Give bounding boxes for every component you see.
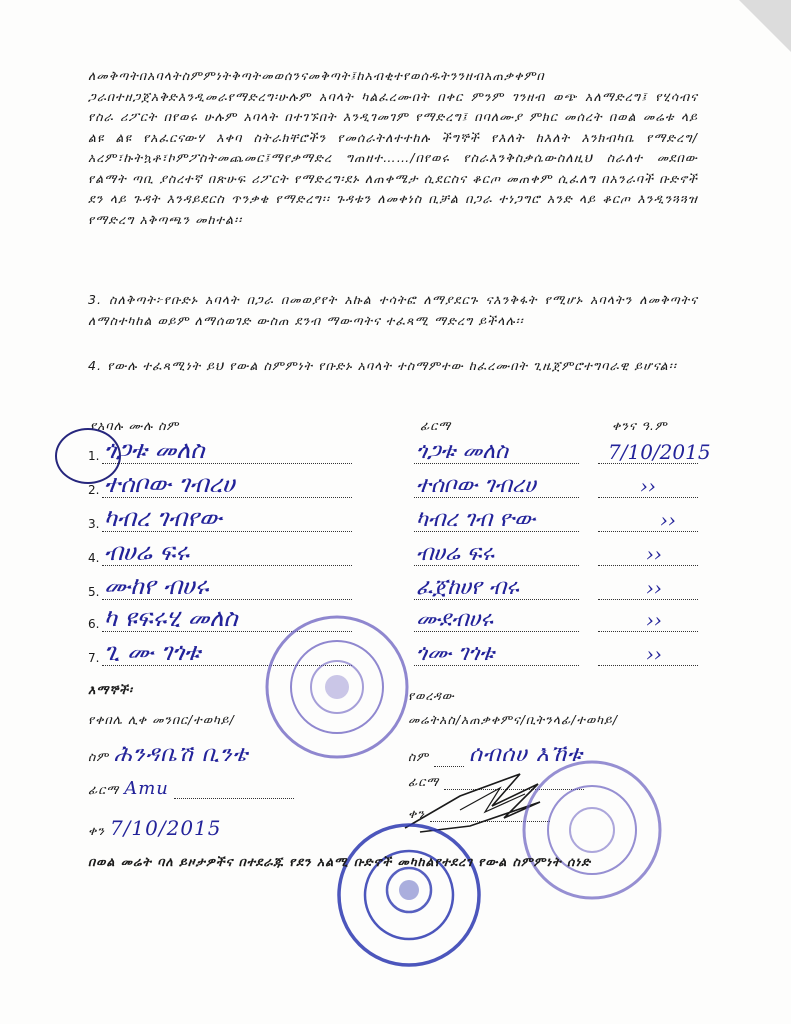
member-signature: ብሀሬ ፍሩ [416,541,494,566]
table-row [88,500,698,534]
member-name: ተሰቦው ገብረሀ [104,470,235,498]
paragraph-effectiveness: 4. የውሉ ተፈጻሚነት ይህ የውል ስምምነት የቡድኑ አባላት ተስማምተው ከፈረሙበት ጊዜጀምሮተግባራዊ ይሆናል፡፡ [88,358,677,373]
table-row [88,568,698,602]
woreda-role: መሬትአስ/አጠቃቀምና/ቢትንላፊ/ተወካይ/ [408,712,618,727]
member-date: 7/10/2015 [608,440,711,464]
member-signature: ፈጀከሀየ ብሩ [416,575,519,600]
page-corner-fold [739,0,791,52]
date-label: ቀን [408,806,425,821]
woreda-witness-name: ሰብሰሀ እኸቱ [468,742,584,767]
row-number: 3. [88,517,100,531]
member-date: ›› [646,642,662,666]
table-row [88,432,711,466]
table-row [88,534,698,568]
table-header-signature: ፊርማ [420,418,452,433]
member-name: ጊ ሙ ገጎቱ [104,638,201,666]
member-date: ›› [660,508,676,532]
row-number: 5. [88,585,100,599]
table-header-date: ቀንና ዓ.ም [612,418,668,433]
row-number: 4. [88,551,100,565]
member-date: ›› [646,542,662,566]
kebele-witness-signature: Amu [124,778,169,799]
paragraph-duties: ለመቅጣትበአባላትስምምነትቅጣትመወሰንናመቅጣት፤ከአብቂተየወሰዱትንንዘብአጠቃቀምበ ጋራበተዘጋጀአቅድእንዲመራየማድረግ፡ሁሉም አባላት ካልፈረሙበት በቀር ምንም ገንዘብ ወጭ አለማድረግ፤ የሂሳብና የስራ ሪፖርት በየወሩ ሁሉም አባላት በተገኙበት እንዲገመገም የማድረግ፤ በባለሙያ ምክር መሰረት በወል መሬቱ ላይ ልዩ ልዩ የአፈርናውሃ እቀባ ስትራክቸሮችን የመሰራትለተተከሉ ችግኞች የእለት ከእለት እንክብካቤ የማድረግ/አረም፣ኩትኳቶ፣ኮምፖስትመጨመር፤ማየቃማድረ ግጠዘተ……/በየወሩ የስራእንቅስቃሴውስለዚህ ስራለተ መደበው የልማት ጣቢ ያስረተኛ በጽሁፍ ሪፖርት የማድረግ፡ደኑ ለጠቀሜታ ሲደርስና ቆርጦ መጠቀም ሲፈለግ በአንራባች ቡድኖች ደን ላይ ጉዳት እንዳይደርስ ጥንቃቄ የማድረግ፡፡ ጉዳቱን ለመቀነስ ቢቻል በጋራ ተነጋግሮ አንድ ላይ ቆርጦ እንዲንጓጓዝ የማድረግ አቅጣጫን መከተል፡፡ [88,68,698,227]
date-label: ቀን [88,823,105,838]
row-number: 7. [88,651,100,665]
member-signature: ጎሙ ገጎቱ [416,641,495,666]
table-header-name: የአባሉ ሙሉ ስም [90,418,180,433]
member-name: ጎጋቱ መለስ [104,436,205,464]
kebele-chair-role: የቀበሌ ሊቀ መንበር/ተወካይ/ [88,712,235,727]
document-footer: በወል መሬት ባለ ይዞታዎችና በተደራጁ የደን አልሚ ቡድኖች መካከልየተደረገ የውል ስምምነት ሰነድ [88,854,592,869]
member-name: ካብረ ገብየው [104,504,222,532]
date-line [598,531,698,532]
member-signature: ተሰቦው ገብረሀ [416,473,536,498]
kebele-date-field [88,816,222,840]
kebele-witness-name: ሕንዳቤሽ ቢንቴ [114,742,249,767]
member-name: ካ ዩፍሩሂ መለስ [104,604,238,632]
row-number: 2. [88,483,100,497]
sign-line [174,797,294,799]
kebele-name-field [88,742,248,767]
office-stamp [334,820,484,970]
witnesses-title: እማኞች፡ [88,682,133,697]
member-signature: ጎጋቱ መለስ [416,439,509,464]
row-number: 1. [88,449,100,463]
sign-label: ፊርማ [88,782,120,797]
paragraph-penalty: 3. ስለቅጣት፦የቡድኑ አባላት በጋራ በመወያየት አኩል ተሳትፎ ለማያደርጉ ናእንቅፋት የሚሆኑ አባላትን ለመቅጣትና ለማስተካከል ወይም ለማሰወገድ ውስጠ ደንብ ማውጣትና ተፈጻሚ ማድረግ ይችላሉ፡፡ [88,292,698,328]
kebele-witness-date: 7/10/2015 [109,816,222,840]
sign-label: ፊርማ [408,774,440,789]
name-label: ስም [88,749,110,764]
member-name: ብሀሬ ፍሩ [104,538,189,566]
member-signature: ሙደብሀሩ [416,607,493,632]
kebele-sign-field [88,778,294,799]
table-row [88,466,698,500]
member-date: ›› [640,474,656,498]
woreda-heading: የወረዳው [408,688,455,703]
name-label: ስም [408,749,430,764]
kebele-stamp [262,612,412,762]
member-signature: ካብረ ገብ ዮው [416,507,536,532]
member-date: ›› [646,576,662,600]
member-name: ሙከየ ብሀሩ [104,572,209,600]
row-number: 6. [88,617,100,631]
member-date: ›› [646,608,662,632]
woreda-stamp [520,758,665,903]
